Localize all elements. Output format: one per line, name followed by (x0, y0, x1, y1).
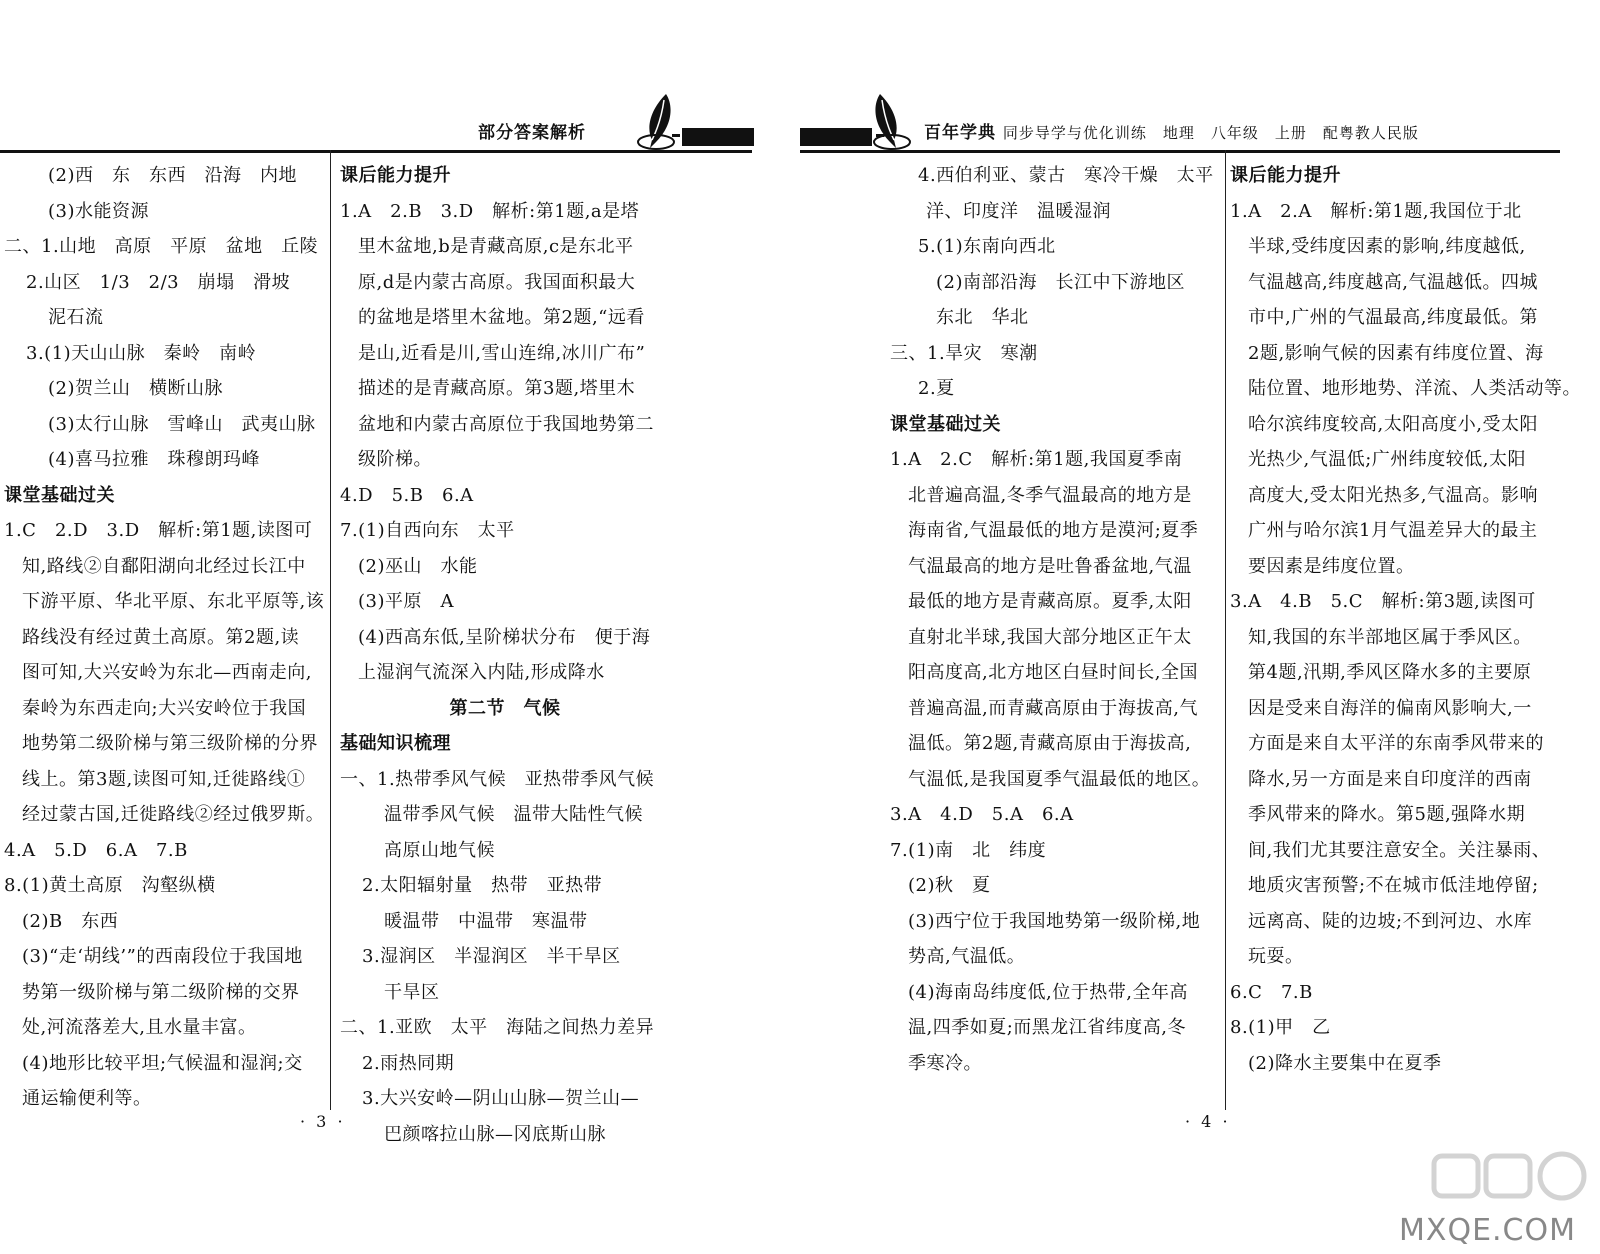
answer-line: 温低。第2题,青藏高原由于海拔高, (908, 733, 1192, 754)
quill-pen-icon (870, 92, 912, 150)
book-subtitle: 同步导学与优化训练 地理 八年级 上册 配粤教人民版 (1002, 124, 1419, 142)
answer-line: 1.A 2.C 解析:第1题,我国夏季南 (890, 449, 1183, 470)
right-header (924, 118, 1419, 143)
answer-line: 3.(1)天山山脉 秦岭 南岭 (26, 342, 257, 364)
header-rule (800, 150, 1560, 153)
answer-line: (4)喜马拉雅 珠穆朗玛峰 (48, 449, 260, 470)
answer-line: 最低的地方是青藏高原。夏季,太阳 (908, 591, 1192, 612)
answer-line: 地势第二级阶梯与第三级阶梯的分界 (22, 733, 318, 754)
section-heading: 课后能力提升 (1230, 165, 1341, 186)
answer-line: 远离高、陡的边坡;不到河边、水库 (1248, 910, 1533, 932)
answer-line: 1.A 2.B 3.D 解析:第1题,a是塔 (340, 200, 640, 222)
answer-line: 路线没有经过黄土高原。第2题,读 (22, 626, 300, 648)
answer-line: (4)海南岛纬度低,位于热带,全年高 (908, 981, 1188, 1003)
answer-line: 经过蒙古国,迁徙路线②经过俄罗斯。 (22, 804, 325, 825)
answer-line: (3)平原 A (358, 591, 454, 612)
answer-line: 干旱区 (384, 981, 440, 1003)
section-title: 第二节 气候 (449, 697, 561, 719)
answer-line: 上湿润气流深入内陆,形成降水 (358, 662, 605, 683)
answer-line: (2)贺兰山 横断山脉 (48, 378, 223, 399)
answer-line: 4.A 5.D 6.A 7.B (4, 839, 188, 861)
answer-line: 线上。第3题,读图可知,迁徙路线① (22, 768, 306, 790)
answer-line: 暖温带 中温带 寒温带 (384, 910, 588, 932)
answer-line: 下游平原、华北平原、东北平原等,该 (22, 591, 325, 612)
right-column-1 (890, 158, 1220, 1081)
answer-line: (2)B 东西 (22, 910, 119, 932)
answer-line: 广州与哈尔滨1月气温差异大的最主 (1248, 520, 1538, 541)
answer-line: 季寒冷。 (908, 1052, 982, 1074)
answer-line: 7.(1)南 北 纬度 (890, 839, 1047, 861)
column-divider (1225, 150, 1226, 1110)
left-column-2 (340, 158, 670, 1152)
answer-line: 温带季风气候 温带大陆性气候 (384, 804, 643, 825)
answer-line: 玩耍。 (1248, 946, 1304, 967)
answer-line: (2)巫山 水能 (358, 555, 478, 577)
answer-line: 二、1.亚欧 太平 海陆之间热力差异 (340, 1017, 655, 1038)
answer-line: 气温低,是我国夏季气温最低的地区。 (908, 768, 1211, 790)
section-heading: 课后能力提升 (340, 165, 451, 186)
answer-line: 季风带来的降水。第5题,强降水期 (1248, 804, 1526, 825)
answer-line: (3)太行山脉 雪峰山 武夷山脉 (48, 413, 316, 435)
right-column-2 (1230, 158, 1581, 1081)
answer-line: (2)降水主要集中在夏季 (1248, 1052, 1442, 1074)
header-rule (0, 150, 752, 153)
answer-line: 气温越高,纬度越高,气温越低。四城 (1248, 271, 1538, 293)
left-page (0, 0, 790, 1254)
header-bar-decoration (800, 128, 872, 146)
answer-line: 知,我国的东半部地区属于季风区。 (1248, 626, 1532, 648)
column-divider (330, 150, 331, 1110)
answer-line: 8.(1)黄土高原 沟壑纵横 (4, 875, 216, 896)
answer-line: (2)秋 夏 (908, 875, 991, 896)
answer-line: 光热少,气温低;广州纬度较低,太阳 (1248, 449, 1527, 470)
answer-line: 6.C 7.B (1230, 981, 1313, 1003)
answer-line: 级阶梯。 (358, 449, 432, 470)
answer-line: 2.山区 1/3 2/3 崩塌 滑坡 (26, 271, 291, 293)
answer-line: 第4题,汛期,季风区降水多的主要原 (1248, 662, 1532, 683)
answer-line: 陆位置、地形地势、洋流、人类活动等。 (1248, 378, 1581, 399)
answer-line: 方面是来自太平洋的东南季风带来的 (1248, 733, 1544, 754)
answer-line: 8.(1)甲 乙 (1230, 1017, 1331, 1038)
answer-line: 普遍高温,而青藏高原由于海拔高,气 (908, 697, 1198, 719)
answer-line: (3)水能资源 (48, 200, 149, 222)
answer-line: (4)地形比较平坦;气候温和湿润;交 (22, 1052, 303, 1074)
answer-line: 的盆地是塔里木盆地。第2题,“远看 (358, 307, 645, 328)
answer-line: 是山,近看是川,雪山连绵,冰川广布” (358, 342, 646, 364)
page-number: · 3 · (300, 1112, 346, 1131)
answer-line: 3.A 4.B 5.C 解析:第3题,读图可 (1230, 591, 1536, 612)
answer-line: 市中,广州的气温最高,纬度最低。第 (1248, 307, 1538, 328)
answer-line: 阳高度高,北方地区白昼时间长,全国 (908, 662, 1198, 683)
watermark-text: MXQE.COM (1399, 1213, 1576, 1248)
section-heading: 课堂基础过关 (4, 484, 115, 506)
answer-line: 1.A 2.A 解析:第1题,我国位于北 (1230, 200, 1522, 222)
answer-line: 2题,影响气候的因素有纬度位置、海 (1248, 342, 1544, 364)
section-heading: 基础知识梳理 (340, 733, 451, 754)
answer-line: 5.(1)东南向西北 (918, 236, 1056, 257)
answer-line: 1.C 2.D 3.D 解析:第1题,读图可 (4, 520, 313, 541)
book-title: 百年学典 (924, 123, 996, 143)
answer-line: 4.西伯利亚、蒙古 寒冷干燥 太平 (918, 165, 1214, 186)
section-heading: 课堂基础过关 (890, 413, 1001, 435)
answer-line: 3.湿润区 半湿润区 半干旱区 (362, 946, 621, 967)
answer-line: 里木盆地,b是青藏高原,c是东北平 (358, 236, 634, 257)
answer-line: (4)西高东低,呈阶梯状分布 便于海 (358, 626, 651, 648)
answer-line: 海南省,气温最低的地方是漠河;夏季 (908, 520, 1199, 541)
answer-line: (3)“走‘胡线’”的西南段位于我国地 (22, 946, 303, 967)
answer-line: 东北 华北 (936, 307, 1029, 328)
answer-line: (2)西 东 东西 沿海 内地 (48, 165, 297, 186)
answer-line: 三、1.旱灾 寒潮 (890, 342, 1038, 364)
answer-line: 地质灾害预警;不在城市低洼地停留; (1248, 875, 1539, 896)
answer-line: 势第一级阶梯与第二级阶梯的交界 (22, 981, 300, 1003)
answer-line: 处,河流落差大,且水量丰富。 (22, 1017, 257, 1038)
answer-line: 北普遍高温,冬季气温最高的地方是 (908, 484, 1192, 506)
answer-line: 间,我们尤其要注意安全。关注暴雨、 (1248, 839, 1551, 861)
answer-line: 知,路线②自鄱阳湖向北经过长江中 (22, 555, 306, 577)
quill-pen-icon (636, 92, 678, 150)
left-column-1 (4, 158, 324, 1117)
header-stripe (672, 134, 680, 137)
answer-line: 温,四季如夏;而黑龙江省纬度高,冬 (908, 1017, 1187, 1038)
answer-line: (2)南部沿海 长江中下游地区 (936, 271, 1185, 293)
answer-line: 因是受来自海洋的偏南风影响大,一 (1248, 697, 1532, 719)
answer-line: 盆地和内蒙古高原位于我国地势第二 (358, 413, 654, 435)
answer-line: 4.D 5.B 6.A (340, 484, 474, 506)
answer-line: (3)西宁位于我国地势第一级阶梯,地 (908, 910, 1201, 932)
answer-line: 势高,气温低。 (908, 946, 1026, 967)
answer-line: 2.太阳辐射量 热带 亚热带 (362, 875, 603, 896)
answer-line: 二、1.山地 高原 平原 盆地 丘陵 (4, 236, 319, 257)
answer-line: 要因素是纬度位置。 (1248, 555, 1415, 577)
header-bar-decoration (682, 128, 754, 146)
answer-line: 气温最高的地方是吐鲁番盆地,气温 (908, 555, 1192, 577)
answer-line: 3.大兴安岭—阴山山脉—贺兰山— (362, 1088, 640, 1109)
answer-line: 描述的是青藏高原。第3题,塔里木 (358, 378, 636, 399)
answer-line: 高原山地气候 (384, 839, 495, 861)
answer-line: 通运输便利等。 (22, 1088, 152, 1109)
answer-line: 2.夏 (918, 378, 955, 399)
answer-line: 一、1.热带季风气候 亚热带季风气候 (340, 768, 655, 790)
answer-line: 直射北半球,我国大部分地区正午太 (908, 626, 1192, 648)
answer-line: 巴颜喀拉山脉—冈底斯山脉 (384, 1123, 606, 1145)
answer-line: 秦岭为东西走向;大兴安岭位于我国 (22, 697, 307, 719)
left-header-title: 部分答案解析 (478, 123, 586, 143)
answer-line: 洋、印度洋 温暖湿润 (926, 200, 1111, 222)
answer-line: 7.(1)自西向东 太平 (340, 520, 515, 541)
answer-line: 半球,受纬度因素的影响,纬度越低, (1248, 236, 1526, 257)
right-page (800, 0, 1600, 1254)
answer-line: 原,d是内蒙古高原。我国面积最大 (358, 271, 636, 293)
answer-line: 降水,另一方面是来自印度洋的西南 (1248, 768, 1532, 790)
answer-line: 泥石流 (48, 307, 104, 328)
answer-line: 3.A 4.D 5.A 6.A (890, 804, 1074, 825)
page-number: · 4 · (1185, 1112, 1231, 1131)
answer-line: 哈尔滨纬度较高,太阳高度小,受太阳 (1248, 413, 1538, 435)
answer-line: 高度大,受太阳光热多,气温高。影响 (1248, 484, 1538, 506)
answer-line: 图可知,大兴安岭为东北—西南走向, (22, 662, 312, 683)
answer-line: 2.雨热同期 (362, 1052, 455, 1074)
